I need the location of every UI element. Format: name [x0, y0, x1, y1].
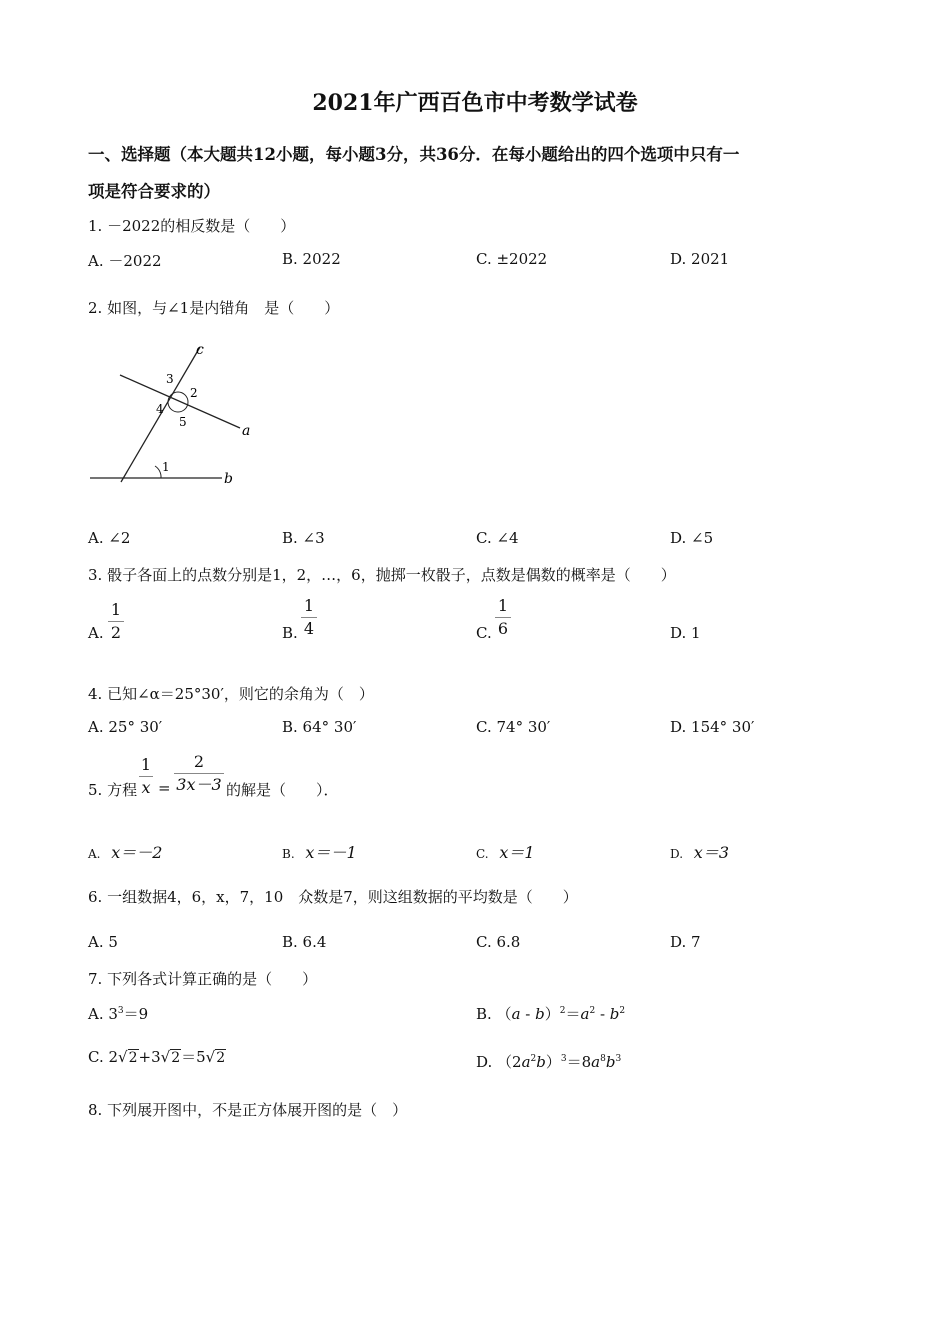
- fraction-bar: [174, 773, 224, 774]
- fraction-numerator: 1: [497, 596, 509, 615]
- question-3-option-a-fraction: [108, 602, 124, 641]
- var-b: b: [536, 1053, 546, 1071]
- exponent: 8: [600, 1054, 606, 1064]
- question-8-stem: 8. 下列展开图中，不是正方体展开图的是（ ）: [88, 1101, 408, 1119]
- option-label: A.: [88, 847, 101, 861]
- fraction-bar: [495, 617, 511, 618]
- option-value: 1: [691, 624, 701, 642]
- question-5-option-d: [670, 840, 729, 863]
- question-5-fraction-1: [139, 757, 153, 796]
- question-2-stem: 2. 如图，与∠1是内错角 是（ ）: [88, 299, 340, 317]
- var-b: b: [535, 1005, 545, 1023]
- angle-arc-circle: [168, 392, 188, 412]
- label-a: a: [242, 423, 251, 439]
- question-3-option-d: [670, 624, 701, 642]
- radicand: 2: [216, 1050, 226, 1066]
- fraction-bar: [301, 617, 317, 618]
- question-5-option-c: [476, 840, 535, 863]
- radicand: 2: [128, 1050, 138, 1066]
- option-label: D. （2: [476, 1053, 522, 1071]
- fraction-bar: [108, 621, 124, 622]
- close-paren: ）: [545, 1053, 561, 1071]
- exponent: 2: [619, 1006, 626, 1016]
- question-3-option-c-label: C.: [476, 624, 492, 642]
- question-7-option-a: [88, 1003, 148, 1024]
- option-expression: x＝－2: [111, 843, 163, 862]
- question-3-stem: 3. 骰子各面上的点数分别是1，2，…，6，抛掷一枚骰子，点数是偶数的概率是（ ）: [88, 566, 676, 584]
- label-angle-2: 2: [190, 386, 198, 400]
- option-expression: x＝－1: [305, 843, 357, 862]
- section-heading-line1: 一、选择题（本大题共12小题，每小题3分，共36分．在每小题给出的四个选项中只有一: [88, 145, 740, 164]
- fraction-denominator: 3x－3: [176, 775, 222, 794]
- question-4-stem: 4. 已知∠α＝25°30′，则它的余角为（ ）: [88, 685, 374, 703]
- label-angle-5: 5: [179, 415, 187, 429]
- option-label: C. 2: [88, 1048, 119, 1066]
- exponent: 2: [530, 1054, 537, 1064]
- fraction-denominator: 4: [303, 619, 315, 638]
- option-label: B. （: [476, 1005, 512, 1023]
- fraction-numerator: 2: [193, 752, 205, 771]
- sqrt-sign-icon: √: [118, 1048, 128, 1066]
- question-6-stem: 6. 一组数据4，6，x，7，10 众数是7，则这组数据的平均数是（ ）: [88, 888, 578, 906]
- fraction-denominator: x: [141, 778, 151, 797]
- question-5-option-a: [88, 840, 162, 863]
- sqrt-sign-icon: √: [205, 1048, 216, 1066]
- option-expression: x＝3: [693, 843, 730, 862]
- plus-term: +3: [138, 1048, 161, 1066]
- label-c: c: [196, 342, 204, 358]
- question-5-option-b: [282, 840, 357, 863]
- angle-1-arc: [155, 466, 161, 478]
- fraction-numerator: 1: [110, 600, 122, 619]
- question-5-fraction-2: [174, 754, 224, 793]
- exponent: 2: [589, 1006, 596, 1016]
- minus-sign: -: [520, 1005, 536, 1023]
- question-1-option-b: B. 2022: [282, 250, 341, 268]
- question-1-option-d: D. 2021: [670, 250, 730, 268]
- question-3-option-b-label: B.: [282, 624, 298, 642]
- option-label: D.: [670, 624, 687, 642]
- question-5-equals: =: [158, 779, 171, 797]
- question-3-option-c-fraction: [495, 598, 511, 637]
- question-2-option-b: B. ∠3: [282, 529, 325, 547]
- question-6-option-d: D. 7: [670, 933, 701, 951]
- exponent: 3: [560, 1054, 567, 1064]
- fraction-numerator: 1: [303, 596, 315, 615]
- question-2-option-c: C. ∠4: [476, 529, 519, 547]
- option-rest: ＝9: [123, 1005, 149, 1023]
- option-expression: x＝1: [499, 843, 535, 862]
- fraction-numerator: 1: [140, 755, 152, 774]
- var-b: b: [609, 1005, 620, 1023]
- question-7-option-c: [88, 1046, 226, 1067]
- exponent: 2: [559, 1006, 566, 1016]
- question-7-stem: 7. 下列各式计算正确的是（ ）: [88, 970, 318, 988]
- question-1-option-c: C. ±2022: [476, 250, 548, 268]
- question-4-option-b: B. 64° 30′: [282, 718, 357, 736]
- var-a: a: [511, 1005, 521, 1023]
- question-6-option-a: A. 5: [88, 933, 118, 951]
- option-label: A. 3: [88, 1005, 118, 1023]
- fraction-bar: [139, 776, 153, 777]
- question-5-suffix: 的解是（ ）．: [226, 781, 339, 799]
- fraction-denominator: 6: [497, 619, 509, 638]
- equals-term: ＝8: [566, 1053, 592, 1071]
- equals-term: ＝5: [181, 1048, 206, 1066]
- page-title: 2021年广西百色市中考数学试卷: [312, 90, 638, 116]
- equals-sign: ＝: [565, 1005, 581, 1023]
- question-2-option-d: D. ∠5: [670, 529, 714, 547]
- close-paren: ）: [544, 1005, 560, 1023]
- sqrt-sign-icon: √: [160, 1048, 171, 1066]
- label-angle-4: 4: [156, 402, 164, 416]
- question-2-option-a: A. ∠2: [88, 529, 131, 547]
- question-3-option-a-label: A.: [88, 624, 104, 642]
- option-label: C.: [476, 847, 489, 861]
- question-6-option-b: B. 6.4: [282, 933, 327, 951]
- var-b: b: [605, 1053, 616, 1071]
- question-4-option-a: A. 25° 30′: [88, 718, 163, 736]
- exponent: 3: [117, 1006, 124, 1016]
- var-a: a: [521, 1053, 531, 1071]
- question-4-option-d: D. 154° 30′: [670, 718, 755, 736]
- question-5-prefix: 5. 方程: [88, 781, 138, 799]
- option-label: D.: [670, 847, 684, 861]
- label-angle-3: 3: [166, 372, 174, 386]
- question-1-stem: 1. －2022的相反数是（ ）: [88, 217, 296, 235]
- section-heading-line2: 项是符合要求的）: [88, 182, 220, 201]
- question-4-option-c: C. 74° 30′: [476, 718, 551, 736]
- var-a: a: [580, 1005, 590, 1023]
- label-b: b: [224, 471, 233, 487]
- question-6-option-c: C. 6.8: [476, 933, 521, 951]
- option-label: B.: [282, 847, 295, 861]
- question-1-option-a: A. －2022: [88, 252, 162, 270]
- exponent: 3: [615, 1054, 622, 1064]
- radicand: 2: [171, 1050, 181, 1066]
- question-7-option-d: [476, 1051, 621, 1072]
- fraction-denominator: 2: [110, 623, 122, 642]
- label-angle-1: 1: [162, 460, 170, 474]
- question-7-option-b: [476, 1003, 625, 1024]
- minus-sign: -: [595, 1005, 610, 1023]
- angle-figure: [88, 338, 268, 518]
- var-a: a: [591, 1053, 601, 1071]
- question-3-option-b-fraction: [301, 598, 317, 637]
